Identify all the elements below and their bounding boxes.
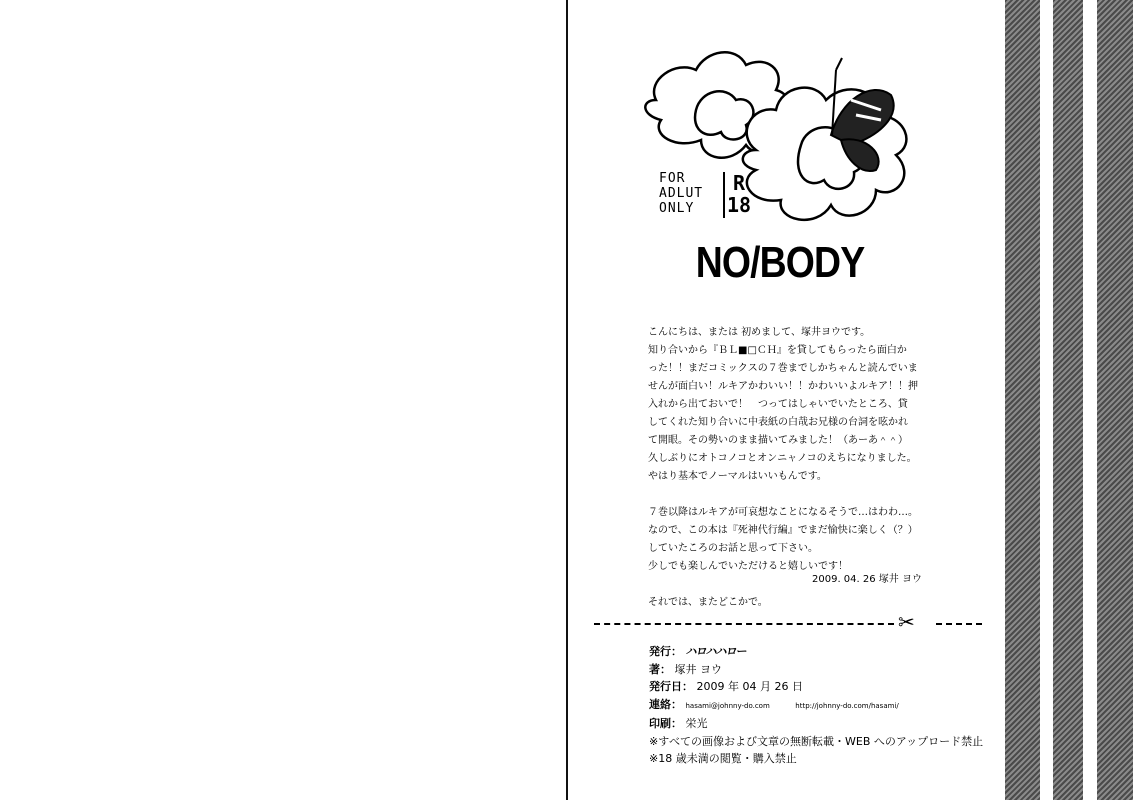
afterword-line: それでは、またどこかで。 <box>648 597 768 608</box>
r18-mark-r: R <box>732 171 746 195</box>
afterword-line: ７巻以降はルキアが可哀想なことになるそうで…はわわ…。 <box>648 507 918 518</box>
dashed-cut-line <box>594 623 894 625</box>
contact-label: 連絡： <box>649 697 682 711</box>
author-name: 塚井 ヨウ <box>674 662 722 676</box>
afterword-line: してくれた知り合いに中表紙の白哉お兄様の台詞を呟かれ <box>648 417 908 428</box>
afterword-line: していたころのお話と思って下さい。 <box>648 543 818 554</box>
notice-no-reproduction: ※すべての画像および文章の無断転載・WEB へのアップロード禁止 <box>649 734 984 748</box>
colophon-contact <box>649 696 983 716</box>
author-label: 著： <box>649 662 671 676</box>
publisher-label: 発行： <box>649 645 682 658</box>
stripe-2 <box>1053 0 1083 800</box>
afterword-line: やはり基本でノーマルはいいもんです。 <box>648 471 827 482</box>
book-spine-line <box>566 0 568 800</box>
dashed-cut-line-end <box>936 623 982 625</box>
afterword-line: 入れから出ておいで！ つってはしゃいでいたところ、貸 <box>648 399 908 410</box>
afterword-line <box>648 486 948 504</box>
r18-mark <box>723 172 753 218</box>
contact-url: http://johnny-do.com/hasami/ <box>795 701 899 710</box>
date-signature: 2009. 04. 26 塚井 ヨウ <box>812 574 922 585</box>
publisher-name: ハロハハロー <box>685 645 746 658</box>
scissors-icon: ✂ <box>898 610 915 634</box>
r18-mark-18: 18 <box>726 193 752 217</box>
afterword-line: 少しでも楽しんでいただけると嬉しいです！ <box>648 561 848 572</box>
colophon-publisher <box>649 643 983 661</box>
afterword-line: せんが面白い！ルキアかわいい！！かわいいよルキア！！押 <box>648 381 918 392</box>
date-label: 発行日： <box>649 680 693 693</box>
afterword-line: 知り合いから『ＢＬ■□ＣＨ』を貸してもらったら面白か <box>648 345 907 356</box>
printer-label: 印刷： <box>649 717 682 730</box>
badge-line-3: ONLY <box>659 201 695 216</box>
afterword-line: った！！まだコミックスの７巻までしかちゃんと読んでいま <box>648 363 918 374</box>
colophon <box>649 643 983 768</box>
book-title: NO/BODY <box>695 238 865 287</box>
afterword-line: なので、この本は『死神代行編』でまだ愉快に楽しく（？） <box>648 525 918 536</box>
colophon-date <box>649 678 983 696</box>
stripe-1 <box>1005 0 1040 800</box>
contact-email: hasami@johnny-do.com <box>685 701 770 710</box>
colophon-printer <box>649 715 983 733</box>
decorative-stripes <box>1005 0 1133 800</box>
afterword-text <box>648 324 948 612</box>
notice-age-restriction: ※18 歳未満の閲覧・購入禁止 <box>649 752 797 765</box>
afterword-line: 久しぶりにオトコノコとオンニャノコのえちになりました。 <box>648 453 917 464</box>
badge-line-1: FOR <box>659 171 686 186</box>
afterword-line: て開眼。その勢いのまま描いてみました！（あーあ＾＾） <box>648 435 908 446</box>
printer-name: 栄光 <box>685 717 708 730</box>
stripe-3 <box>1097 0 1133 800</box>
colophon-author <box>649 661 983 679</box>
afterword-line: こんにちは、または 初めまして、塚井ヨウです。 <box>648 327 871 338</box>
adult-only-badge <box>659 172 751 218</box>
badge-line-2: ADLUT <box>659 186 704 201</box>
date-value: 2009 年 04 月 26 日 <box>696 680 803 693</box>
